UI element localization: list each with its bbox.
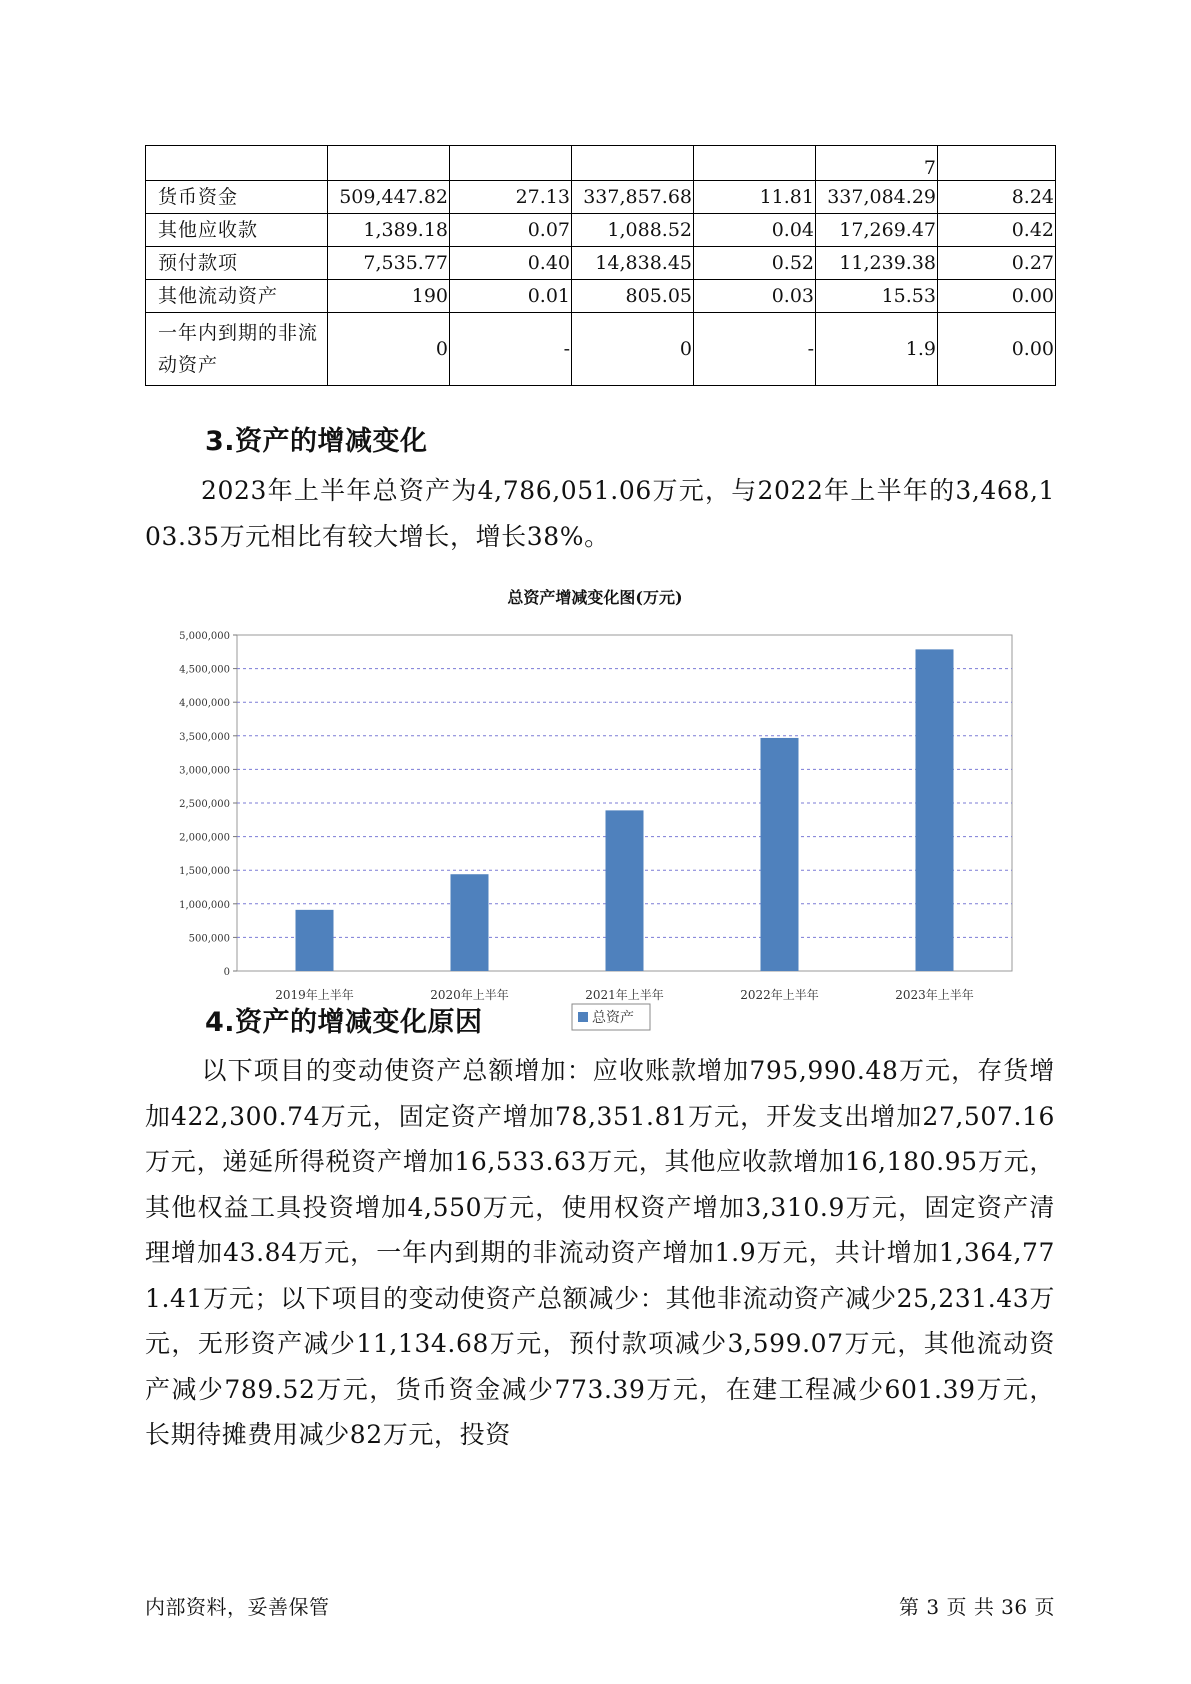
- y-axis-ticks: [179, 631, 237, 978]
- y-tick-label: 3,500,000: [179, 731, 230, 743]
- table-cell: 0.03: [694, 280, 816, 313]
- table-cell: [938, 146, 1056, 181]
- table-cell: [328, 146, 450, 181]
- row-label: 货币资金: [146, 181, 328, 214]
- bar: [296, 910, 334, 971]
- x-tick-label: 2020年上半年: [430, 988, 509, 1002]
- row-label: 其他应收款: [146, 214, 328, 247]
- row-label: 其他流动资产: [146, 280, 328, 313]
- table-cell: 0.04: [694, 214, 816, 247]
- table-cell: 0.01: [450, 280, 572, 313]
- x-tick-label: 2022年上半年: [740, 988, 819, 1002]
- x-tick-label: 2021年上半年: [585, 988, 664, 1002]
- y-tick-label: 5,000,000: [179, 631, 230, 642]
- y-tick-label: 1,000,000: [179, 899, 230, 911]
- table-cell: 27.13: [450, 181, 572, 214]
- section-paragraph: [145, 468, 1055, 559]
- y-tick-label: 0: [223, 967, 230, 978]
- table-cell: 805.05: [572, 280, 694, 313]
- y-tick-label: 2,500,000: [179, 799, 230, 810]
- asset-table: [145, 145, 1056, 386]
- table-cell: 11,239.38: [816, 247, 938, 280]
- row-label: 预付款项: [146, 247, 328, 280]
- footer-note: 内部资料，妥善保管: [145, 1595, 330, 1619]
- chart-title: 总资产增减变化图(万元): [507, 588, 683, 607]
- section-heading: 3.资产的增减变化: [205, 426, 428, 457]
- table-cell: 7,535.77: [328, 247, 450, 280]
- legend-swatch: [578, 1012, 588, 1022]
- bar: [916, 649, 954, 971]
- table-cell: 1.9: [816, 313, 938, 386]
- table-cell: 17,269.47: [816, 214, 938, 247]
- table-cell: 14,838.45: [572, 247, 694, 280]
- chart-svg: [170, 583, 1030, 1053]
- table-cell: 0.40: [450, 247, 572, 280]
- table-cell: 509,447.82: [328, 181, 450, 214]
- table-cell: [572, 146, 694, 181]
- table-cell: 0.00: [938, 280, 1056, 313]
- page-number: 第 3 页 共 36 页: [899, 1595, 1055, 1619]
- y-tick-label: 500,000: [188, 933, 230, 945]
- section-paragraph: [145, 1048, 1055, 1458]
- table-cell: 0: [572, 313, 694, 386]
- y-tick-label: 2,000,000: [179, 832, 230, 844]
- y-tick-label: 4,500,000: [179, 664, 230, 676]
- table-cell: 0.42: [938, 214, 1056, 247]
- bar: [606, 810, 644, 971]
- table-cell: 337,857.68: [572, 181, 694, 214]
- table-row: [146, 181, 1056, 214]
- table-cell: 1,389.18: [328, 214, 450, 247]
- x-tick-label: 2019年上半年: [275, 988, 354, 1002]
- table-cell: 337,084.29: [816, 181, 938, 214]
- row-label: 一年内到期的非流动资产: [146, 313, 328, 386]
- legend: [572, 1004, 650, 1030]
- legend-label: 总资产: [592, 1010, 634, 1026]
- table-cell: 190: [328, 280, 450, 313]
- bar: [451, 874, 489, 971]
- y-tick-label: 4,000,000: [179, 698, 230, 710]
- table-cell: 8.24: [938, 181, 1056, 214]
- y-tick-label: 1,500,000: [179, 866, 230, 878]
- table-cell: 7: [816, 146, 938, 181]
- bar: [761, 738, 799, 971]
- table-cell: 1,088.52: [572, 214, 694, 247]
- table-cell: 0.07: [450, 214, 572, 247]
- paragraph-text: 以下项目的变动使资产总额增加：应收账款增加795,990.48万元，存货增加422,300.74万元，固定资产增加78,351.81万元，开发支出增加27,507.16万元，递延所得税资产增加16,533.63万元，其他应收款增加16,180.95万元，其他权益工具投资增加4,550万元，使用权资产增加3,310.9万元，固定资产清理增加43.84万元，一年内到期的非流动资产增加1.9万元，共计增加1,364,771.41万元；以下项目的变动使资产总额减少：其他非流动资产减少25,231.43万元，无形资产减少11,134.68万元，预付款项减少3,599.07万元，其他流动资产减少789.52万元，货币资金减少773.39万元，在建工程减少601.39万元，长期待摊费用减少82万元，投资: [145, 1056, 1055, 1449]
- table-cell: 0.52: [694, 247, 816, 280]
- x-tick-label: 2023年上半年: [895, 988, 974, 1002]
- table-cell: [450, 146, 572, 181]
- paragraph-text: 2023年上半年总资产为4,786,051.06万元，与2022年上半年的3,468,103.35万元相比有较大增长，增长38%。: [145, 476, 1055, 551]
- table-row: [146, 214, 1056, 247]
- table-row: [146, 313, 1056, 386]
- table-row: [146, 146, 1056, 181]
- table-row: [146, 247, 1056, 280]
- section-heading: 4.资产的增减变化原因: [205, 1007, 483, 1038]
- table-cell: 0: [328, 313, 450, 386]
- table-cell: 11.81: [694, 181, 816, 214]
- total-assets-chart: [170, 583, 1030, 1053]
- y-tick-label: 3,000,000: [179, 765, 230, 777]
- table-cell: 15.53: [816, 280, 938, 313]
- table-cell: [146, 146, 328, 181]
- table-row: [146, 280, 1056, 313]
- table-cell: -: [694, 313, 816, 386]
- table-cell: -: [450, 313, 572, 386]
- table-cell: 0.27: [938, 247, 1056, 280]
- table-cell: [694, 146, 816, 181]
- table-cell: 0.00: [938, 313, 1056, 386]
